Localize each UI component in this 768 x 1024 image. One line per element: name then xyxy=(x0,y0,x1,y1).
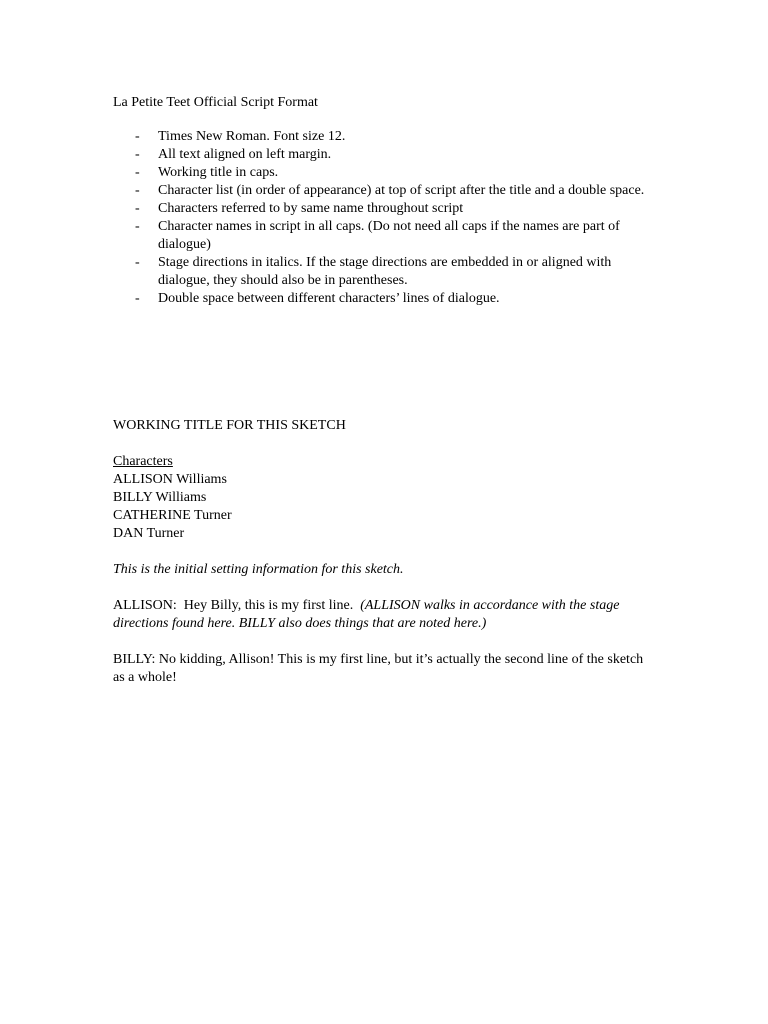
sketch-sample xyxy=(113,417,653,687)
double-space xyxy=(113,543,653,561)
format-rules-list xyxy=(0,128,768,308)
bullet-dash: - xyxy=(135,201,140,216)
dialogue-line xyxy=(113,597,653,633)
double-space xyxy=(113,633,653,651)
format-rule-text: All text aligned on left margin. xyxy=(158,147,332,162)
format-rule-text: Double space between different characters’ lines of dialogue. xyxy=(158,291,500,306)
characters-heading: Characters xyxy=(113,454,173,469)
stage-direction: (ALLISON walks in accordance with the stage directions found here. BILLY also does things that are noted here.) xyxy=(113,598,620,631)
dialogue-text: Hey Billy, this is my first line. xyxy=(183,598,354,613)
format-rule-text: Times New Roman. Font size 12. xyxy=(158,129,346,144)
format-rule xyxy=(0,290,658,308)
format-rule xyxy=(0,146,658,164)
format-rule xyxy=(0,254,658,290)
character-entry: ALLISON Williams xyxy=(113,472,227,487)
format-rule xyxy=(0,200,658,218)
bullet-dash: - xyxy=(135,219,140,234)
bullet-dash: - xyxy=(135,129,140,144)
speaker-name: BILLY: xyxy=(113,652,156,667)
format-rule-text: Character names in script in all caps. (Do not need all caps if the names are part of dialogue) xyxy=(158,219,620,252)
dialogue-line xyxy=(113,651,653,687)
format-rule-text: Stage directions in italics. If the stage directions are embedded in or aligned with dialogue, they should also be in parentheses. xyxy=(158,255,612,288)
character-entry: CATHERINE Turner xyxy=(113,508,232,523)
dialogue-text: No kidding, Allison! This is my first line, but it’s actually the second line of the sketch as a whole! xyxy=(113,652,644,685)
character-entry: DAN Turner xyxy=(113,526,185,541)
double-space xyxy=(113,579,653,597)
bullet-dash: - xyxy=(135,147,140,162)
bullet-dash: - xyxy=(135,183,140,198)
character-entry: BILLY Williams xyxy=(113,490,207,505)
format-rule xyxy=(0,128,658,146)
format-rule-text: Characters referred to by same name throughout script xyxy=(158,201,464,216)
format-rule xyxy=(0,164,658,182)
format-rule xyxy=(0,182,658,200)
document-title: La Petite Teet Official Script Format xyxy=(113,95,318,110)
bullet-dash: - xyxy=(135,255,140,270)
double-space xyxy=(113,435,653,453)
sketch-working-title: WORKING TITLE FOR THIS SKETCH xyxy=(113,418,346,433)
speaker-name: ALLISON: xyxy=(113,598,177,613)
bullet-dash: - xyxy=(135,165,140,180)
format-rule-text: Character list (in order of appearance) at top of script after the title and a double space. xyxy=(158,183,645,198)
format-rule-text: Working title in caps. xyxy=(158,165,279,180)
bullet-dash: - xyxy=(135,291,140,306)
setting-direction: This is the initial setting information for this sketch. xyxy=(113,562,404,577)
format-rule xyxy=(0,218,658,254)
